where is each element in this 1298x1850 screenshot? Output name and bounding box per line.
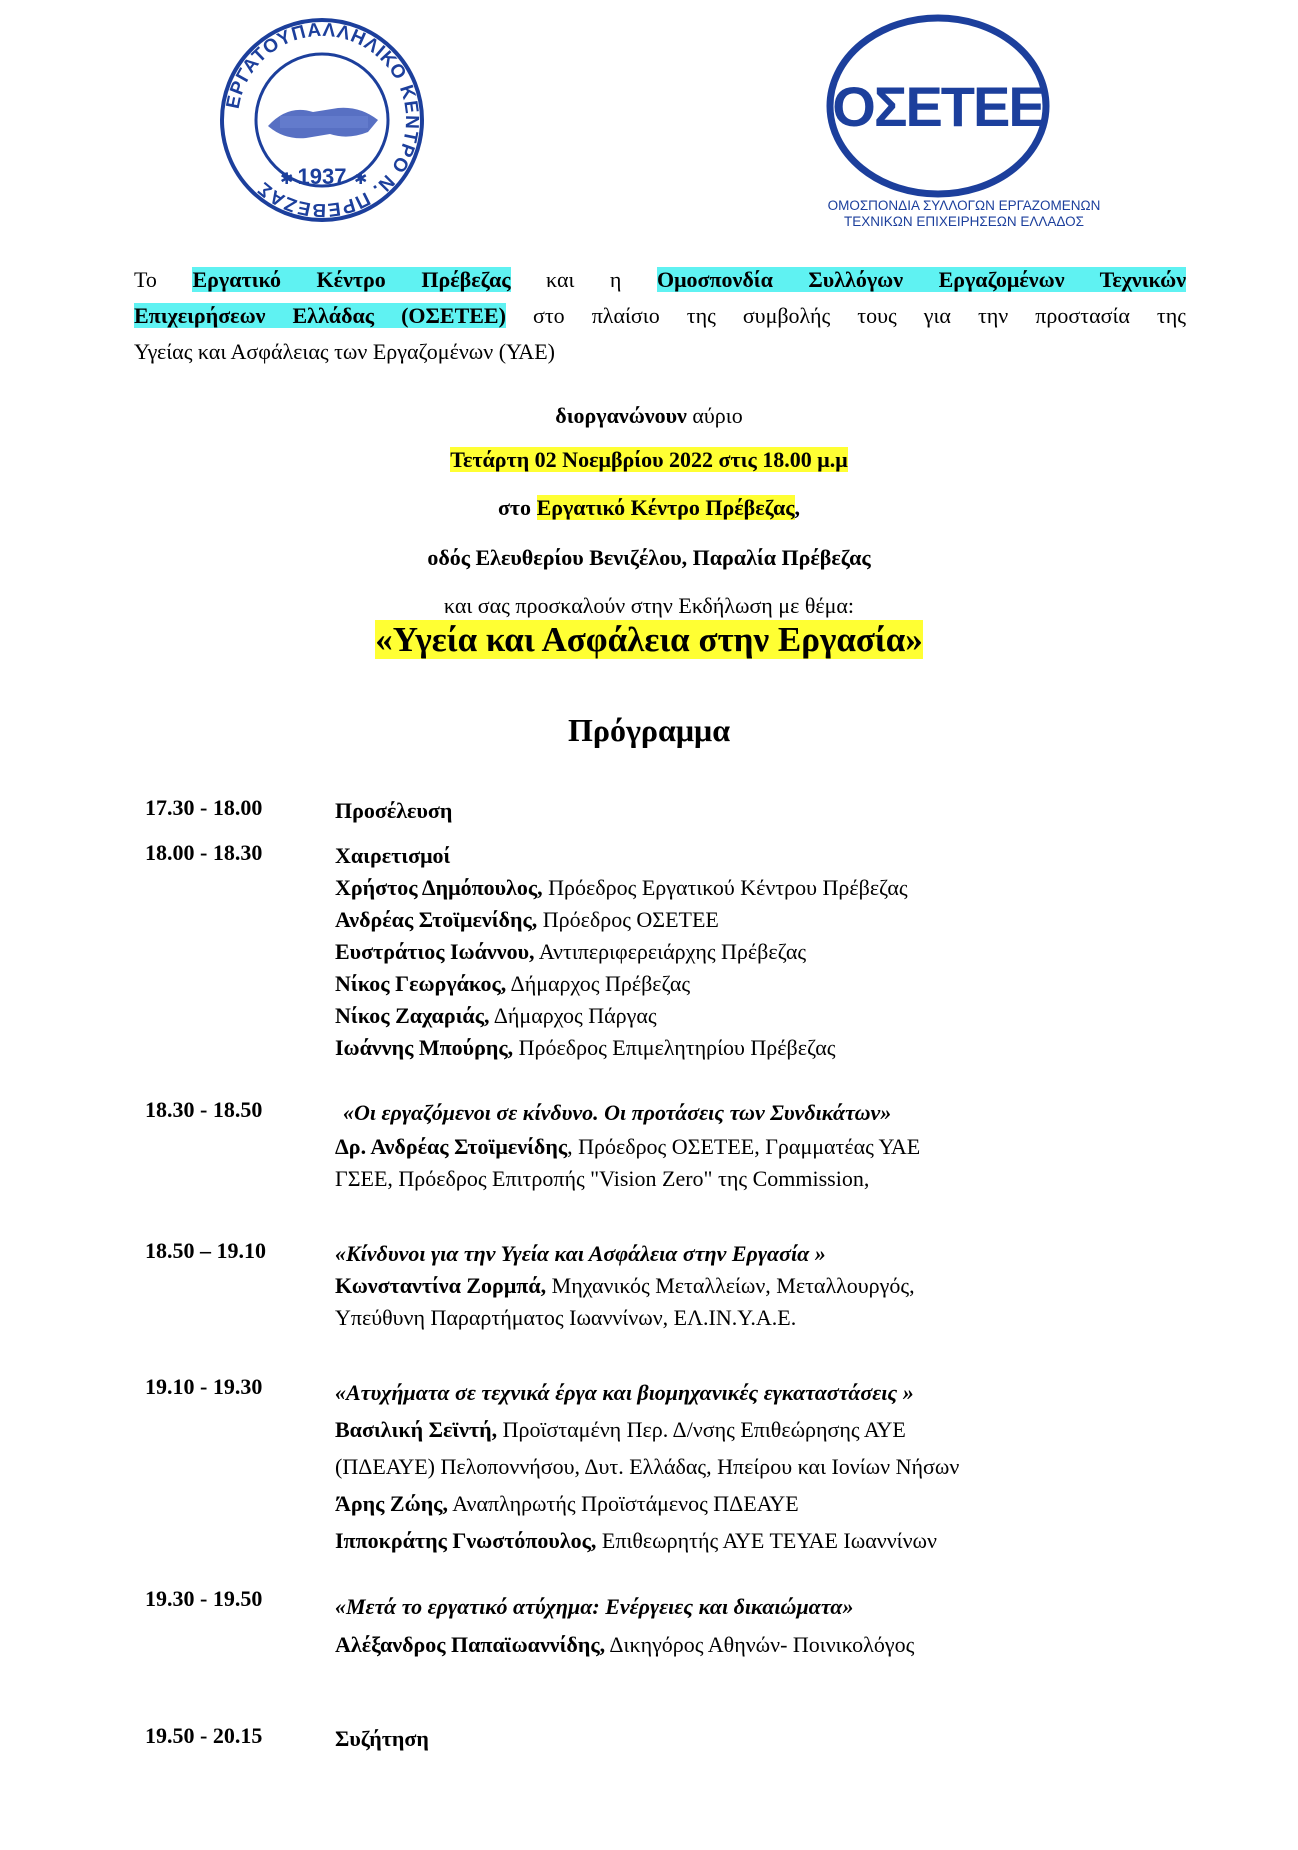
labour-centre-logo: [218, 16, 426, 224]
invite-line: και σας προσκαλούν στην Εκδήλωση με θέμα:: [443, 593, 855, 618]
org-labour-centre: Εργατικό Κέντρο Πρέβεζας: [192, 267, 511, 292]
osetee-wordmark: ΟΣΕΤΕΕ: [832, 75, 1044, 138]
intro-paragraph: Το Εργατικό Κέντρο Πρέβεζας και η Ομοσπονδία Συλλόγων Εργαζομένων Τεχνικών Επιχειρήσεων Ελλάδας (ΟΣΕΤΕΕ) στο πλαίσιο της συμβολής τους για την προστασία της Υγείας και Ασφάλειας των Εργαζομένων (ΥΑΕ): [134, 267, 1187, 364]
program-title: Πρόγραμμα: [567, 712, 731, 748]
logo-year: 1937: [297, 164, 347, 189]
org-osetee: Ομοσπονδία Συλλόγων Εργαζομένων Τεχνικών: [656, 267, 1187, 292]
event-date: Τετάρτη 02 Νοεμβρίου 2022 στις 18.00 μ.μ: [450, 447, 848, 472]
svg-text:ΟΜΟΣΠΟΝΔΙΑ ΣΥΛΛΟΓΩΝ ΕΡΓΑΖΟΜΕΝΩ: ΟΜΟΣΠΟΝΔΙΑ ΣΥΛΛΟΓΩΝ ΕΡΓΑΖΟΜΕΝΩΝ: [827, 198, 1101, 213]
svg-text:ΤΕΧΝΙΚΩΝ ΕΠΙΧΕΙΡΗΣΕΩΝ ΕΛΛΑΔΟΣ: ΤΕΧΝΙΚΩΝ ΕΠΙΧΕΙΡΗΣΕΩΝ ΕΛΛΑΔΟΣ: [844, 214, 1084, 229]
organize-line: διοργανώνουν αύριο: [555, 403, 743, 428]
svg-text:✱: ✱: [354, 171, 368, 188]
event-address: οδός Ελευθερίου Βενιζέλου, Παραλία Πρέβεζας: [427, 545, 871, 570]
svg-text:ΕΡΓΑΤΟΥΠΑΛΛΗΛΙΚΟ ΚΕΝΤΡΟ Ν. ΠΡΕ: ΕΡΓΑΤΟΥΠΑΛΛΗΛΙΚΟ ΚΕΝΤΡΟ Ν. ΠΡΕΒΕΖΑΣ: [222, 19, 423, 221]
event-venue: στο Εργατικό Κέντρο Πρέβεζας,: [497, 495, 801, 520]
svg-text:✱: ✱: [280, 171, 294, 188]
event-theme: «Υγεία και Ασφάλεια στην Εργασία»: [375, 620, 923, 659]
osetee-logo: [752, 14, 1150, 232]
